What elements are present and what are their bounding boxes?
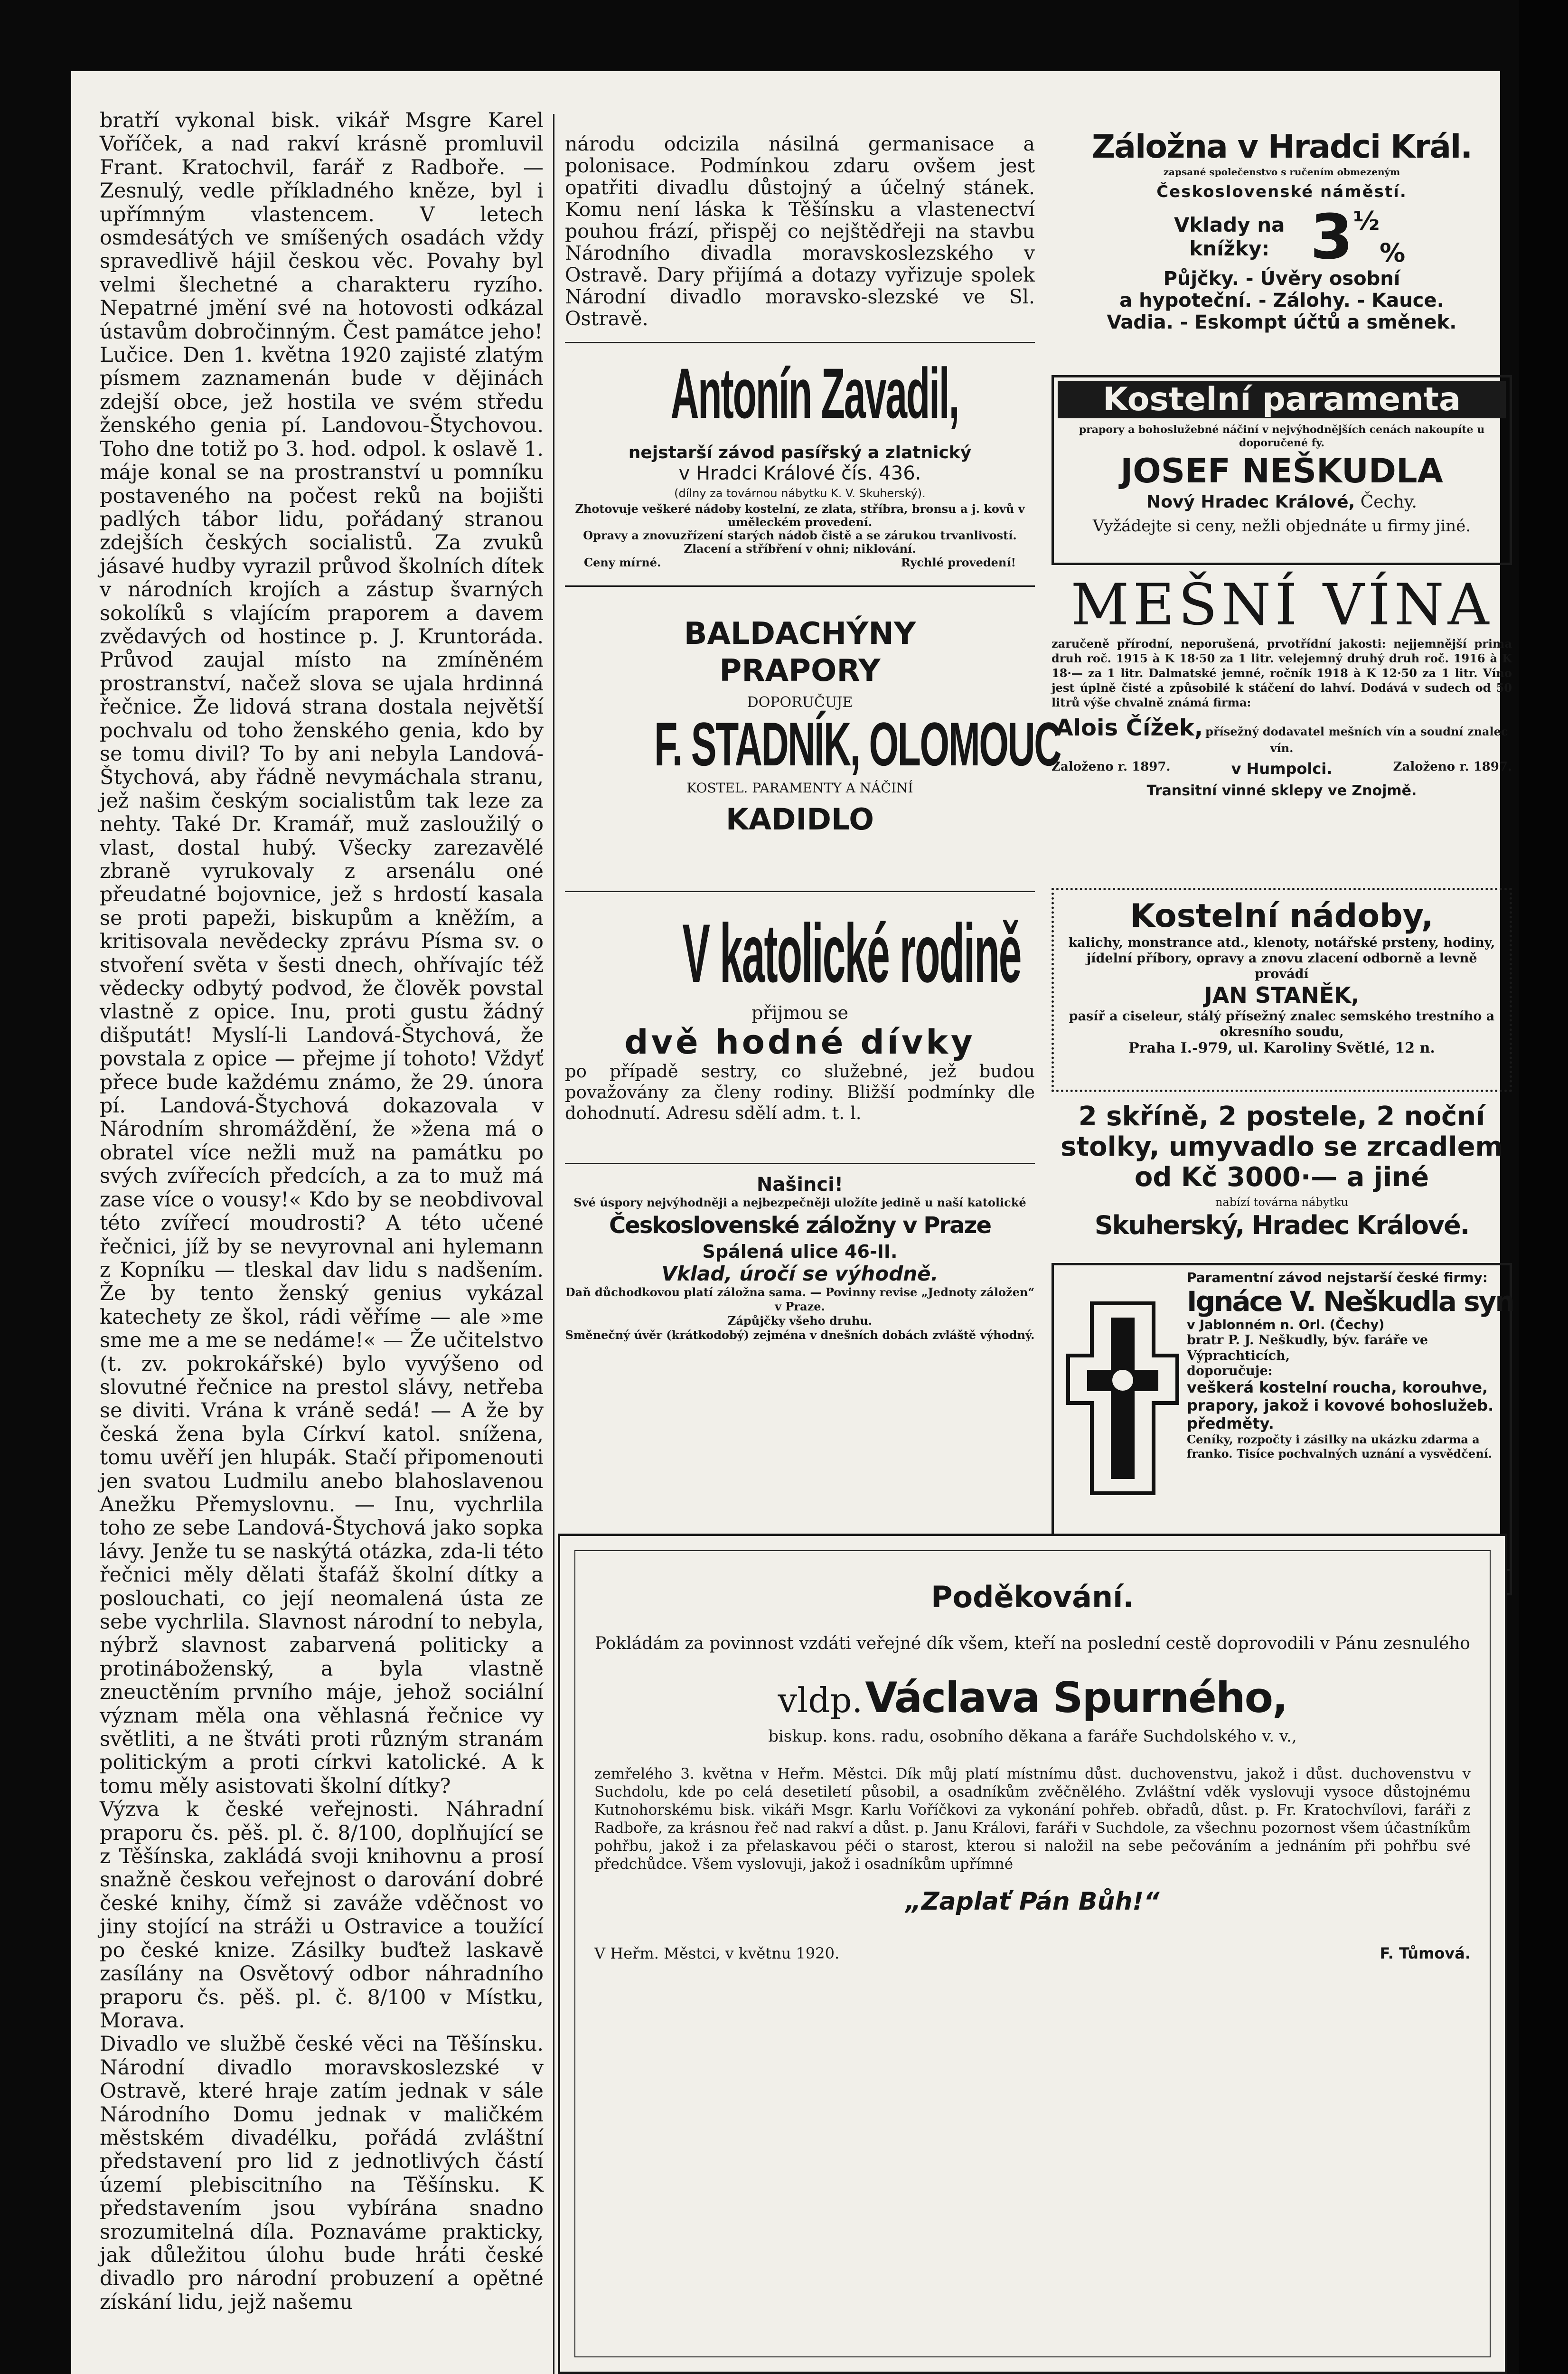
church-vestment-icon <box>1063 1299 1182 1498</box>
ad-line: po případě sestry, co služebné, jež budou považovány za členy rodiny. Bližší podmínky dle dohodnutí. Adresu sdělí adm. t. l. <box>565 1061 1035 1123</box>
ad-line: Zlacení a stříbření v ohni; niklování. <box>684 542 916 556</box>
skuhersky-ad <box>1052 1102 1512 1258</box>
wine-ad <box>1052 572 1512 883</box>
ad-line: v Jablonném n. Orl. (Čechy) <box>1187 1318 1385 1332</box>
ad-line: Své úspory nejvýhodněji a nejbezpečněji uložíte jedině u naší katolické <box>573 1196 1026 1209</box>
ad-line: DOPORUČUJE <box>747 694 853 711</box>
ad-line: Vklady na knížky: <box>1174 213 1285 260</box>
article-paragraph: bratří vykonal bisk. vikář Msgre Karel Voříček, a nad rakví krásně promluvil Frant. Kratochvil, farář z Radboře. — Zesnulý, vedle příkladného kněze, byl i upřímným vlastencem. V letech osmdesátých ve smíšených osadách vždy spravedlivě hájil českou věc. Povahy byl velmi šlechetné a charakteru ryzího. Nepatrné jmění své na hotovosti odkázal ústavům dobročinným. Čest památce jeho! <box>100 109 544 344</box>
ad-line: Transitní vinné sklepy ve Znojmě. <box>1146 782 1417 799</box>
ad-line: Praha I.-979, ul. Karoliny Světlé, 12 n. <box>1128 1040 1435 1056</box>
ad-title: Našinci! <box>756 1174 844 1196</box>
ad-line: nejstarší závod pasířský a zlatnický <box>628 443 972 462</box>
thanks-frame <box>574 1550 1491 2357</box>
ad-title: 2 skříně, 2 postele, 2 noční stolky, umyvadlo se zrcadlem od Kč 3000·— a jiné <box>1061 1101 1503 1193</box>
column-divider <box>553 114 554 2374</box>
ad-line: prapory a bohoslužebné náčiní v nejvýhodnějších cenách nakoupíte u doporučené fy. <box>1079 424 1485 449</box>
left-column <box>100 109 544 2374</box>
ad-line: Čechy. <box>1360 492 1417 512</box>
ad-line: PRAPORY <box>719 653 881 688</box>
ad-title: Kostelní nádoby, <box>1130 897 1434 935</box>
notice-place-date: V Heřm. Městci, v květnu 1920. <box>594 1944 840 1962</box>
ad-line: KADIDLO <box>725 802 874 837</box>
ad-line: v Humpolci. <box>1231 760 1333 778</box>
ad-line: Ceny mírné. <box>584 556 661 569</box>
stadnik-ad <box>565 587 1061 862</box>
scan-edge <box>1519 0 1568 2374</box>
ad-title: Záložna v Hradci Král. <box>1091 128 1472 166</box>
ad-line: Spálená ulice 46-II. <box>702 1241 898 1262</box>
ad-line: Rychlé provedení! <box>901 556 1016 569</box>
ad-line: Směnečný úvěr (krátkodobý) zejména v dnešních dobách zvláště výhodný. <box>565 1328 1035 1342</box>
ad-title: JAN STANĚK, <box>1204 982 1360 1008</box>
notice-subtitle: biskup. kons. radu, osobního děkana a faráře Suchdolského v. v., <box>768 1727 1297 1746</box>
ad-line: a hypoteční. - Zálohy. - Kauce. <box>1119 290 1444 311</box>
ad-line: Půjčky. - Úvěry osobní <box>1163 268 1400 290</box>
thanks-notice <box>558 1534 1507 2374</box>
interest-rate: 3 <box>1310 201 1353 273</box>
neskudla-ad <box>1052 375 1512 565</box>
ad-line: Založeno r. 1897. <box>1052 760 1171 774</box>
ad-line: doporučuje: <box>1187 1364 1273 1378</box>
ad-line: nabízí továrna nábytku <box>1215 1196 1348 1209</box>
ad-line: Paramentní závod nejstarší české firmy: <box>1187 1270 1488 1285</box>
ad-line: Ceníky, rozpočty i zásilky na ukázku zdarma a franko. Tisíce pochvalných uznání a vysvědčení. <box>1187 1432 1493 1460</box>
notice-name-prefix: vldp. <box>778 1680 863 1720</box>
ad-title: V katolické rodině <box>682 907 1021 1000</box>
interest-rate-fraction: ½ <box>1353 206 1380 236</box>
notice-intro: Pokládám za povinnost vzdáti veřejné dík všem, kteří na poslední cestě doprovodili v Pánu zesnulého <box>595 1634 1470 1653</box>
ad-line: BALDACHÝNY <box>684 616 916 651</box>
ad-title: JOSEF NEŠKUDLA <box>1120 452 1443 490</box>
ad-line: dvě hodné dívky <box>624 1023 976 1062</box>
ad-line: Daň důchodkovou platí záložna sama. — Povinny revise „Jednoty záložen“ v Praze. <box>565 1285 1035 1313</box>
zavadil-ad <box>565 343 1035 576</box>
interest-rate-unit: % <box>1380 238 1406 268</box>
stanek-ad <box>1052 888 1512 1092</box>
ad-line: KOSTEL. PARAMENTY A NÁČINÍ <box>686 780 913 796</box>
article-paragraph: Výzva k české veřejnosti. Náhradní praporu čs. pěš. pl. č. 8/100, doplňující se z Těšínska, zakládá svoji knihovnu a prosí snažně českou veřejnost o darování dobré české knihy, čímž si zaváže vděčnost vo jiny stojící na stráži u Ostravice a toužící po české knize. Zásilky buďtež laskavě zasílány na Osvětový odbor náhradního praporu čs. pěš. pl. č. 8/100 v Místku, Morava. <box>100 1798 544 2033</box>
ad-line: kalichy, monstrance atd., klenoty, notářské prsteny, hodiny, jídelní příbory, opravy a znovu zlacení odborně a levně provádí <box>1068 935 1495 981</box>
ad-line: zapsané společenstvo s ručením obmezeným <box>1163 166 1400 178</box>
notice-signature: F. Tůmová. <box>1380 1944 1471 1962</box>
ad-title: Československé záložny v Praze <box>609 1212 991 1239</box>
ad-line: Československé náměstí. <box>1156 182 1407 201</box>
ad-title: Alois Čížek, <box>1055 715 1203 741</box>
bank-ad <box>565 1164 1035 1342</box>
middle-column <box>565 132 1061 1519</box>
article-paragraph: národu odcizila násilná germanisace a polonisace. Podmínkou zdaru ovšem jest opatřiti divadlu důstojný a účelný stánek. Komu není láska k Těšínsku a vlastenectví pouhou frází, přispěj co nejštědřeji na stavbu Národního divadla moravskoslezského v Ostravě. Dary přijímá a dotazy vyřizuje spolek Národní divadlo moravsko-slezské ve Sl. Ostravě. <box>565 132 1035 330</box>
ad-line: Vyžádejte si ceny, nežli objednáte u firmy jiné. <box>1092 517 1471 536</box>
right-column <box>1052 128 1512 1505</box>
family-ad <box>565 892 1035 1158</box>
ad-line: zaručeně přírodní, neporušená, prvotřídní jakosti: nejjemnější prima druh roč. 1915 à K 18·50 za 1 litr. velejemný druhý druh roč. 1916 à K 18·— za 1 litr. Dalmatské jemné, ročník 1918 à K 12·50 za 1 litr. Víno jest úplně čisté a způsobilé k stáčení do lahví. Dodává v sudech od 50 litrů výše chvalně známá firma: <box>1052 637 1512 709</box>
ad-line: v Hradci Králové čís. 436. <box>678 462 921 484</box>
notice-name: Václava Spurného, <box>865 1673 1287 1722</box>
ad-title: Antonín Zavadil, <box>670 353 959 433</box>
ad-line: Zhotovuje veškeré nádoby kostelní, ze zlata, stříbra, bronsu a j. kovů v uměleckém provedení. <box>575 502 1025 529</box>
ad-line: přísežný dodavatel mešních vín a soudní znalec vín. <box>1205 725 1508 755</box>
ad-line: bratr P. J. Neškudly, býv. faráře ve Výprachticích, <box>1187 1333 1428 1363</box>
ad-line: veškerá kostelní roucha, korouhve, prapory, jakož i kovové bohoslužeb. předměty. <box>1187 1378 1494 1432</box>
notice-closing: „Zaplať Pán Bůh!“ <box>905 1887 1160 1916</box>
ad-line: Nový Hradec Králové, <box>1146 492 1355 512</box>
article-paragraph: Divadlo ve službě české věci na Těšínsku. Národní divadlo moravskoslezské v Ostravě, které hraje zatím jednak v sále Národního Domu jednak v maličkém městském divadélku, pořádá zvláštní představení pro lid z jednotlivých částí území plebiscitního na Těšínsku. K představením jsou vybírána snadno srozumitelná díla. Poznaváme prakticky, jak důležitou úlohu bude hráti české divadlo pro národní probuzení a opětné získání lidu, jejž našemu <box>100 2032 544 2314</box>
ad-title: Skuherský, Hradec Králové. <box>1094 1210 1469 1240</box>
ad-line: (dílny za továrnou nábytku K. V. Skuherský). <box>674 487 926 500</box>
ad-line: Vadia. - Eskompt účtů a směnek. <box>1107 311 1457 333</box>
article-paragraph: Lučice. Den 1. května 1920 zajisté zlatým písmem zaznamenán bude v dějinách zdejší obce, jež hostila ve svém středu ženského genia pí. Landovou-Štychovou. Toho dne totiž po 3. hod. odpol. k oslavě 1. máje konal se na prostranství u pomníku postaveného na počest reků na bojišti padlých tábor lidu, pořádaný stranou zdejších českých socialistů. Za zvuků jásavé hudby vyrazil průvod školních dítek v národních krojích a zástup švarných sokolíků s vlajícím praporem a davem zvědavých od hostince p. J. Kruntoráda. Průvod zaujal místo na zmíněném prostranství, načež slova se ujala hrdinná řečnice. Že lidová strana dostala největší pochvalu od toho ženského genia, kdo by se tomu divil? To by ani nebyla Landová-Štychová, aby řádně nevymáchala stranu, jež našim českým socialistům tak leze za nehty. Také Dr. Kramář, muž zasloužilý o vlast, dostal hubý. Všecky zarezavělé zbraně vyrukovaly z arsenálu oné přeudatné bojovnice, jež s hrdostí kasala se proti papeži, biskupům a kněžím, a kritisovala nevědecky zprávu Písma sv. o stvoření světa v šesti dnech, ohřívajíc též vědecky odbytý podvod, že člověk povstal vlastně z opice. Inu, proti gustu žádný dišputát! Myslí-li Landová-Štychová, že povstala z opice — přejme jí tohoto! Vždyť přece bude každému známo, že 29. února pí. Landová-Štychová dokazovala v Národním shromáždění, že »žena má o obratel více nežli muž na památku po svých zvířecích předcích, a za to muž má zase více o vousy!« Kdo by se neobdivoval této zvířecí moudrosti? A této učené řečnici, jíž by se nevyrovnal ani hylemann z Kopníku — tleskal dav lidu s nadšením. Že by tento ženský genius vykázal katechety ze škol, rádi věříme — ale »me sme me a me se nedáme!« — Že učitelstvo (t. zv. pokrokářské) bylo vyvýšeno od slovutné řečnice na prestol slávy, netřeba se diviti. Vrána k vráně sedá! — A že by česká žena byla Církví katol. snížena, tomu uvěří jen hlupák. Stačí připomenouti jen svatou Ludmilu anebo blahoslavenou Anežku Přemyslovnu. — Inu, vychrlila toho ze sebe Landová-Štychová jako sopka lávy. Jenže tu se naskýtá otázka, zda-li této řečnici měly dělati štafáž školní dítky a poslouchati, co její neomalená ústa ze sebe vychrlila. Slavnost národní to nebyla, nýbrž slavnost zabarvená politicky a protináboženský, a byla vlastně zneuctěním prvního máje, jehož sociální význam měla ona věhlasná řečnice vy světliti, a ne štváti proti různým stranám politickým a proti církvi katolické. A k tomu měly asistovati školní dítky? <box>100 343 544 1798</box>
zalozna-ad <box>1052 128 1512 366</box>
ad-line: pasíř a ciseleur, stálý přísežný znalec semského trestního a okresního soudu, <box>1069 1009 1495 1039</box>
notice-body: zemřelého 3. května v Heřm. Městci. Dík můj platí místnímu důst. duchovenstvu, jakož i důst. duchovenstvu v Suchdolu, kde po celá desetiletí působil, a osadníkům zvěčnělého. Zvláštní vděk vyslovuji vysoce důstojnému Kutnohorskému bisk. vikáři Msgr. Karlu Voříčkovi za vykonání pohřeb. obřadů, důst. p. Fr. Kratochvílovi, faráři z Radboře, za krásnou řeč nad rakví a důst. p. Janu Královi, faráři v Suchdole, za všechnu pozornost všem účastníkům pohřbu, jakož i za přelaskavou péči o starost, kterou si naložil na sebe pečováním a jednáním při pohřbu své předchůdce. Všem vyslovuji, jakož i osadníkům upřímné <box>594 1765 1471 1873</box>
notice-title: Poděkování. <box>931 1580 1134 1614</box>
ad-title: Ignáce V. Neškudla syn <box>1187 1285 1513 1318</box>
ad-line: Opravy a znovuzřízení starých nádob čistě a se zárukou trvanlivostí. <box>583 528 1017 542</box>
ad-line: Zápůjčky všeho druhu. <box>727 1314 873 1328</box>
ad-title: F. STADNÍK, OLOMOUC <box>654 709 1061 779</box>
ad-title: Kostelní paramenta <box>1058 381 1506 418</box>
ad-line: Založeno r. 1897. <box>1393 760 1512 774</box>
ad-title: MEŠNÍ VÍNA <box>1070 572 1493 638</box>
ad-line: Vklad, úročí se výhodně. <box>661 1262 939 1285</box>
ad-line: přijmou se <box>751 1002 848 1023</box>
